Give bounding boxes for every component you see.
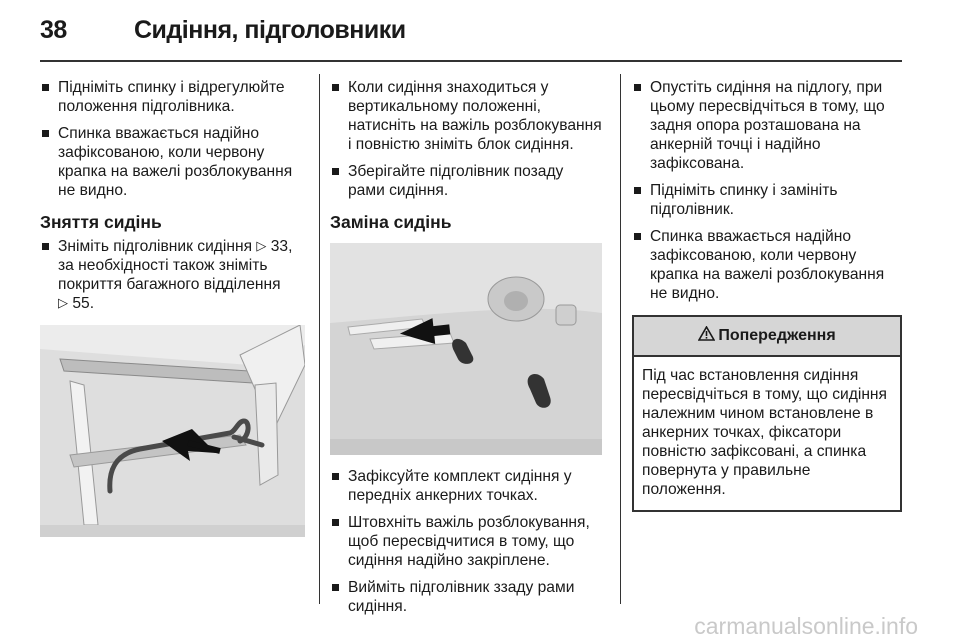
column-divider: [319, 74, 320, 604]
column-divider: [620, 74, 621, 604]
list-item: Підніміть спинку і замініть підголівник.: [632, 181, 904, 219]
watermark: carmanualsonline.info: [694, 613, 918, 639]
bullet-square-icon: [332, 584, 339, 591]
seat-frame-illustration: [40, 325, 305, 537]
column-left: [40, 74, 305, 537]
bullet-square-icon: [42, 130, 49, 137]
list-item: Зберігайте підголівник позаду рами сидіння.: [330, 162, 602, 200]
list-item: Спинка вважається надійно зафіксованою, коли червону крапка на важелі розблокування не видно.: [40, 124, 305, 200]
warning-header: [634, 317, 900, 357]
list-item: Коли сидіння знаходиться у вертикальному положенні, натисніть на важіль розблокування і повністю зніміть блок сидіння.: [330, 78, 602, 154]
page-title: Сидіння, підголовники: [134, 16, 406, 44]
bullet-square-icon: [634, 84, 641, 91]
bullet-square-icon: [332, 519, 339, 526]
warning-text: Під час встановлення сидіння пересвідчіться в тому, що сидіння належним чином встановлене в анкерних точках, фіксатори повністю зафіксовані, а спинка повернута у правильне положення.: [642, 367, 887, 498]
section-heading: Зняття сидінь: [40, 212, 162, 232]
page-reference-link[interactable]: 55.: [72, 295, 95, 312]
warning-triangle-icon: [698, 317, 715, 355]
bullet-square-icon: [42, 84, 49, 91]
page-header: [40, 14, 900, 62]
list-item: Зніміть підголівник сидіння ▷ 33, за необхідності також зніміть покриття багажного відділення ▷ 55.: [40, 237, 305, 313]
bullet-square-icon: [634, 233, 641, 240]
list-item: Спинка вважається надійно зафіксованою, коли червону крапка на важелі розблокування не видно.: [632, 227, 904, 303]
list-item: Штовхніть важіль розблокування, щоб пересвідчитися в тому, що сидіння надійно закріплене.: [330, 513, 602, 570]
bullet-square-icon: [332, 168, 339, 175]
warning-box: [632, 315, 902, 512]
bullet-square-icon: [42, 243, 49, 250]
column-right: [632, 74, 904, 512]
list-item: Підніміть спинку і відрегулюйте положення підголівника.: [40, 78, 305, 116]
bullet-square-icon: [332, 473, 339, 480]
list-item: Зафіксуйте комплект сидіння у передніх анкерних точках.: [330, 467, 602, 505]
bullet-square-icon: [332, 84, 339, 91]
bullet-square-icon: [634, 187, 641, 194]
column-middle: [330, 74, 602, 624]
list-item: Вийміть підголівник ззаду рами сидіння.: [330, 578, 602, 616]
header-divider: [40, 60, 902, 62]
list-item: Опустіть сидіння на підлогу, при цьому пересвідчіться в тому, що задня опора розташована на анкерній точці і надійно зафіксована.: [632, 78, 904, 173]
section-heading: Заміна сидінь: [330, 212, 452, 232]
warning-title: Попередження: [718, 327, 836, 344]
page-number: 38: [40, 16, 67, 44]
page-reference-icon: ▷: [58, 295, 68, 310]
page-reference-icon: ▷: [256, 238, 267, 253]
page-reference-link[interactable]: 33,: [270, 238, 293, 255]
seat-anchor-illustration: [330, 243, 602, 455]
